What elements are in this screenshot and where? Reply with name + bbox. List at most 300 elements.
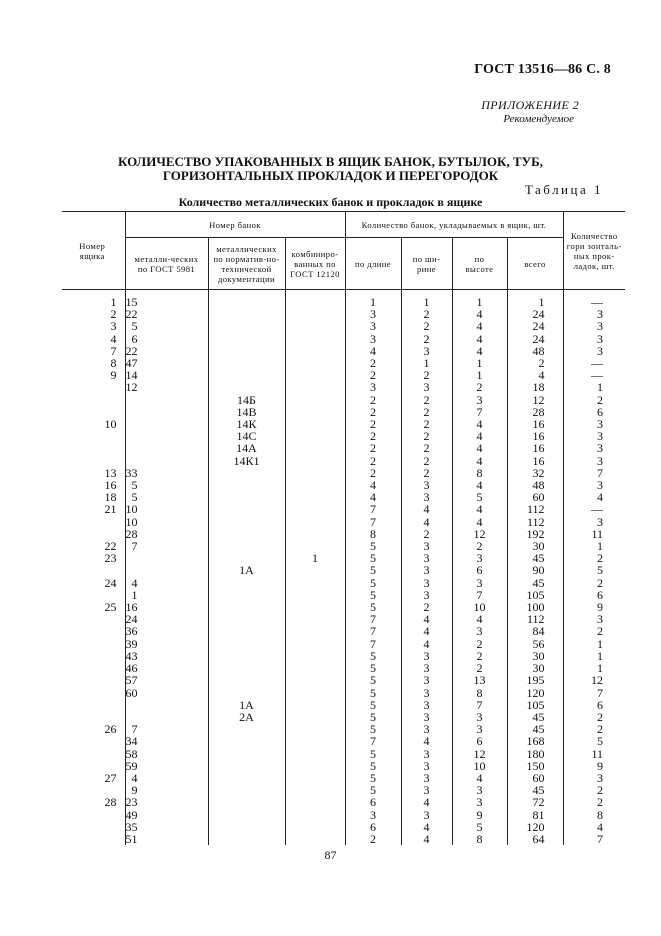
table-row bbox=[62, 455, 625, 467]
cell-by-height: 2 bbox=[452, 650, 507, 662]
cell-total: 45 bbox=[507, 784, 563, 796]
table-row bbox=[62, 796, 625, 808]
cell-total: 168 bbox=[507, 735, 563, 747]
cell-metal-gost: 22 bbox=[125, 308, 208, 320]
cell-by-width: 3 bbox=[401, 809, 452, 821]
table-row bbox=[62, 394, 625, 406]
cell-horizontal: 2 bbox=[563, 711, 625, 723]
cell-by-height: 2 bbox=[452, 381, 507, 393]
cell-by-width: 2 bbox=[401, 369, 452, 381]
cell-by-height: 6 bbox=[452, 735, 507, 747]
header-by-height: по высоте bbox=[452, 238, 507, 290]
table-title: Количество металлических банок и прокладок в ящике bbox=[178, 195, 483, 209]
cell-horizontal: 1 bbox=[563, 381, 625, 393]
cell-metal-gost: 14 bbox=[125, 369, 208, 381]
cell-box-number: 27 bbox=[104, 770, 117, 785]
cell-combined bbox=[285, 430, 345, 442]
cell-metal-gost: 58 bbox=[125, 748, 208, 760]
cell-combined bbox=[285, 516, 345, 528]
cell-metal-ntd bbox=[208, 821, 285, 833]
cell-by-width: 3 bbox=[401, 748, 452, 760]
header-total: всего bbox=[507, 238, 563, 290]
cell-by-height: 8 bbox=[452, 687, 507, 699]
cell-total: 30 bbox=[507, 662, 563, 674]
cell-metal-ntd bbox=[208, 748, 285, 760]
table-row bbox=[62, 748, 625, 760]
cell-box-number: 10 bbox=[104, 417, 117, 432]
cell-by-height: 5 bbox=[452, 821, 507, 833]
cell-metal-ntd: 14С bbox=[208, 430, 285, 442]
cell-by-width: 3 bbox=[401, 650, 452, 662]
cell-by-width: 4 bbox=[401, 516, 452, 528]
cell-by-width: 4 bbox=[401, 638, 452, 650]
header-box-number: Номер ящика bbox=[62, 212, 125, 290]
cell-total: 48 bbox=[507, 345, 563, 357]
cell-box-number bbox=[62, 674, 125, 686]
cell-box-number bbox=[62, 381, 125, 393]
cell-metal-ntd bbox=[208, 625, 285, 637]
cell-by-height: 4 bbox=[452, 479, 507, 491]
cell-by-length: 5 bbox=[345, 748, 401, 760]
cell-by-length: 8 bbox=[345, 528, 401, 540]
cell-horizontal: 4 bbox=[563, 821, 625, 833]
cell-by-length: 2 bbox=[345, 418, 401, 430]
cell-metal-ntd bbox=[208, 760, 285, 772]
cell-by-length: 2 bbox=[345, 833, 401, 845]
cell-metal-ntd bbox=[208, 333, 285, 345]
document-title bbox=[0, 155, 661, 183]
cell-by-height: 3 bbox=[452, 784, 507, 796]
cell-by-height: 3 bbox=[452, 552, 507, 564]
cell-by-width: 2 bbox=[401, 333, 452, 345]
cell-metal-gost bbox=[125, 699, 208, 711]
cell-by-length: 2 bbox=[345, 406, 401, 418]
table-row bbox=[62, 735, 625, 747]
cell-box-number: 18 bbox=[104, 490, 117, 505]
title-line-2: ГОРИЗОНТАЛЬНЫХ ПРОКЛАДОК И ПЕРЕГОРОДОК bbox=[162, 168, 499, 183]
cell-by-height: 4 bbox=[452, 516, 507, 528]
cell-by-width: 3 bbox=[401, 491, 452, 503]
header-qty-group: Количество банок, укладываемых в ящик, шт. bbox=[345, 212, 563, 238]
cell-by-length: 4 bbox=[345, 345, 401, 357]
cell-by-height: 10 bbox=[452, 601, 507, 613]
cell-by-length: 5 bbox=[345, 601, 401, 613]
cell-metal-gost: 24 bbox=[125, 613, 208, 625]
cell-by-length: 5 bbox=[345, 674, 401, 686]
header-by-width: по ши-рине bbox=[401, 238, 452, 290]
cell-metal-ntd bbox=[208, 735, 285, 747]
cell-metal-gost bbox=[125, 442, 208, 454]
cell-metal-gost: 49 bbox=[125, 809, 208, 821]
cell-metal-gost: 5 bbox=[125, 479, 208, 491]
cell-combined bbox=[285, 320, 345, 332]
cell-metal-ntd bbox=[208, 528, 285, 540]
cell-by-length: 7 bbox=[345, 613, 401, 625]
cell-total: 72 bbox=[507, 796, 563, 808]
cell-metal-ntd: 14В bbox=[208, 406, 285, 418]
cell-by-height: 1 bbox=[452, 357, 507, 369]
cell-by-width: 3 bbox=[401, 345, 452, 357]
cell-box-number: 22 bbox=[104, 539, 117, 554]
cell-by-width: 2 bbox=[401, 601, 452, 613]
cell-total: 16 bbox=[507, 455, 563, 467]
cell-by-width: 3 bbox=[401, 552, 452, 564]
cell-combined bbox=[285, 467, 345, 479]
cell-by-length: 7 bbox=[345, 516, 401, 528]
cell-horizontal: 1 bbox=[563, 662, 625, 674]
cell-box-number bbox=[62, 564, 125, 576]
cell-total: 105 bbox=[507, 589, 563, 601]
cell-total: 150 bbox=[507, 760, 563, 772]
cell-metal-ntd bbox=[208, 540, 285, 552]
cell-metal-gost: 51 bbox=[125, 833, 208, 845]
cell-combined bbox=[285, 381, 345, 393]
cell-combined bbox=[285, 687, 345, 699]
table-number-label: Таблица 1 bbox=[524, 182, 603, 197]
cell-by-width: 2 bbox=[401, 455, 452, 467]
cell-by-height: 2 bbox=[452, 662, 507, 674]
cell-horizontal: 2 bbox=[563, 552, 625, 564]
cell-by-width: 3 bbox=[401, 577, 452, 589]
cell-box-number: 2 bbox=[110, 307, 117, 322]
cell-by-height: 3 bbox=[452, 711, 507, 723]
table-row bbox=[62, 442, 625, 454]
cell-by-length: 3 bbox=[345, 320, 401, 332]
cell-box-number: 26 bbox=[104, 722, 117, 737]
cell-combined bbox=[285, 625, 345, 637]
cell-box-number: 13 bbox=[104, 465, 117, 480]
cell-metal-gost: 4 bbox=[125, 772, 208, 784]
cell-metal-gost: 43 bbox=[125, 650, 208, 662]
page-number: 87 bbox=[324, 848, 337, 862]
cell-total: 195 bbox=[507, 674, 563, 686]
cans-table bbox=[62, 211, 625, 845]
cell-metal-gost: 5 bbox=[125, 491, 208, 503]
cell-total: 30 bbox=[507, 540, 563, 552]
cell-by-length: 3 bbox=[345, 333, 401, 345]
cell-metal-ntd bbox=[208, 296, 285, 308]
cell-horizontal: — bbox=[563, 357, 625, 369]
cell-metal-ntd bbox=[208, 467, 285, 479]
cell-metal-ntd bbox=[208, 357, 285, 369]
cell-combined bbox=[285, 796, 345, 808]
cell-metal-ntd: 14К bbox=[208, 418, 285, 430]
cell-by-width: 3 bbox=[401, 711, 452, 723]
cell-horizontal: — bbox=[563, 296, 625, 308]
table-row bbox=[62, 674, 625, 686]
cell-by-height: 7 bbox=[452, 589, 507, 601]
cell-metal-gost bbox=[125, 552, 208, 564]
cell-box-number: 21 bbox=[104, 502, 117, 517]
table-row bbox=[62, 833, 625, 845]
cell-by-length: 5 bbox=[345, 589, 401, 601]
cell-combined bbox=[285, 748, 345, 760]
cell-total: 112 bbox=[507, 613, 563, 625]
cell-metal-gost: 36 bbox=[125, 625, 208, 637]
cell-total: 4 bbox=[507, 369, 563, 381]
cell-metal-ntd bbox=[208, 772, 285, 784]
table-row bbox=[62, 809, 625, 821]
cell-by-length: 7 bbox=[345, 638, 401, 650]
cell-combined bbox=[285, 491, 345, 503]
table-body bbox=[62, 290, 625, 846]
cell-combined bbox=[285, 735, 345, 747]
header-metal-ntd: металлических по норматив-но-технической документации bbox=[208, 238, 285, 290]
cell-total: 24 bbox=[507, 320, 563, 332]
cell-by-width: 2 bbox=[401, 320, 452, 332]
cell-by-width: 1 bbox=[401, 296, 452, 308]
cell-box-number: 7 bbox=[110, 343, 117, 358]
cell-metal-ntd bbox=[208, 308, 285, 320]
cell-box-number bbox=[62, 394, 125, 406]
cell-metal-ntd: 2А bbox=[208, 711, 285, 723]
cell-by-length: 7 bbox=[345, 625, 401, 637]
cell-by-length: 2 bbox=[345, 455, 401, 467]
cell-box-number bbox=[62, 748, 125, 760]
cell-combined bbox=[285, 674, 345, 686]
cell-metal-ntd bbox=[208, 479, 285, 491]
cell-by-width: 2 bbox=[401, 308, 452, 320]
cell-by-length: 3 bbox=[345, 308, 401, 320]
cell-box-number: 9 bbox=[110, 368, 117, 383]
cell-combined bbox=[285, 784, 345, 796]
cell-combined bbox=[285, 613, 345, 625]
cell-box-number: 3 bbox=[110, 319, 117, 334]
cell-total: 112 bbox=[507, 503, 563, 515]
table-row bbox=[62, 381, 625, 393]
cell-horizontal: 5 bbox=[563, 564, 625, 576]
cell-box-number bbox=[62, 516, 125, 528]
cell-horizontal: 1 bbox=[563, 650, 625, 662]
cell-by-width: 3 bbox=[401, 687, 452, 699]
cell-combined bbox=[285, 296, 345, 308]
cell-metal-gost: 47 bbox=[125, 357, 208, 369]
cell-by-length: 4 bbox=[345, 491, 401, 503]
cell-by-height: 9 bbox=[452, 809, 507, 821]
cell-horizontal: 4 bbox=[563, 491, 625, 503]
cell-by-height: 6 bbox=[452, 564, 507, 576]
cell-by-length: 3 bbox=[345, 809, 401, 821]
cell-by-height: 1 bbox=[452, 296, 507, 308]
cell-box-number bbox=[62, 662, 125, 674]
cell-total: 45 bbox=[507, 711, 563, 723]
cell-by-length: 5 bbox=[345, 772, 401, 784]
cell-metal-gost bbox=[125, 455, 208, 467]
cell-metal-gost: 16 bbox=[125, 601, 208, 613]
cell-box-number bbox=[62, 430, 125, 442]
header-by-length: по длине bbox=[345, 238, 401, 290]
cell-by-length: 2 bbox=[345, 442, 401, 454]
cell-metal-gost: 28 bbox=[125, 528, 208, 540]
cell-by-length: 6 bbox=[345, 796, 401, 808]
cell-by-height: 8 bbox=[452, 467, 507, 479]
cell-by-length: 5 bbox=[345, 760, 401, 772]
cell-metal-gost: 33 bbox=[125, 467, 208, 479]
cell-by-length: 5 bbox=[345, 577, 401, 589]
cell-by-length: 5 bbox=[345, 564, 401, 576]
cell-by-length: 5 bbox=[345, 687, 401, 699]
cell-metal-gost: 15 bbox=[125, 296, 208, 308]
cell-horizontal: 2 bbox=[563, 723, 625, 735]
cell-by-width: 3 bbox=[401, 674, 452, 686]
cell-by-width: 2 bbox=[401, 406, 452, 418]
cell-total: 90 bbox=[507, 564, 563, 576]
cell-horizontal: 3 bbox=[563, 308, 625, 320]
cell-by-width: 3 bbox=[401, 381, 452, 393]
cell-by-width: 1 bbox=[401, 357, 452, 369]
cell-metal-ntd bbox=[208, 601, 285, 613]
cell-total: 28 bbox=[507, 406, 563, 418]
cell-box-number: 8 bbox=[110, 356, 117, 371]
cell-total: 105 bbox=[507, 699, 563, 711]
cell-combined bbox=[285, 760, 345, 772]
cell-horizontal: 7 bbox=[563, 467, 625, 479]
cell-by-length: 5 bbox=[345, 662, 401, 674]
cell-horizontal: 3 bbox=[563, 320, 625, 332]
cell-metal-gost: 57 bbox=[125, 674, 208, 686]
cell-by-length: 2 bbox=[345, 369, 401, 381]
cell-total: 180 bbox=[507, 748, 563, 760]
cell-box-number bbox=[62, 699, 125, 711]
cell-by-height: 4 bbox=[452, 442, 507, 454]
cell-by-height: 4 bbox=[452, 430, 507, 442]
cell-box-number: 16 bbox=[104, 478, 117, 493]
cell-by-width: 4 bbox=[401, 796, 452, 808]
cell-total: 100 bbox=[507, 601, 563, 613]
cell-by-length: 2 bbox=[345, 467, 401, 479]
cell-combined bbox=[285, 699, 345, 711]
cell-combined bbox=[285, 711, 345, 723]
cell-horizontal: 3 bbox=[563, 772, 625, 784]
header-horizontal: Количество гори зонталь-ных прок-ладок, шт. bbox=[563, 212, 625, 290]
cell-combined bbox=[285, 650, 345, 662]
cell-horizontal: 2 bbox=[563, 577, 625, 589]
cell-metal-ntd bbox=[208, 320, 285, 332]
cell-combined bbox=[285, 564, 345, 576]
table-row bbox=[62, 625, 625, 637]
cell-by-height: 4 bbox=[452, 772, 507, 784]
cell-horizontal: 11 bbox=[563, 528, 625, 540]
cell-metal-gost bbox=[125, 418, 208, 430]
cell-horizontal: 3 bbox=[563, 418, 625, 430]
header-metal-gost: металли-ческих по ГОСТ 5981 bbox=[125, 238, 208, 290]
table-row bbox=[62, 564, 625, 576]
cell-box-number bbox=[62, 613, 125, 625]
cell-metal-ntd bbox=[208, 796, 285, 808]
cell-by-width: 4 bbox=[401, 613, 452, 625]
cell-combined bbox=[285, 333, 345, 345]
cell-combined bbox=[285, 821, 345, 833]
cell-metal-ntd bbox=[208, 577, 285, 589]
cell-by-width: 3 bbox=[401, 784, 452, 796]
cell-horizontal: 9 bbox=[563, 601, 625, 613]
cell-metal-ntd bbox=[208, 503, 285, 515]
cell-by-height: 12 bbox=[452, 528, 507, 540]
cell-metal-gost: 10 bbox=[125, 516, 208, 528]
cell-metal-gost: 4 bbox=[125, 577, 208, 589]
cell-by-height: 3 bbox=[452, 394, 507, 406]
cell-metal-ntd: 14Б bbox=[208, 394, 285, 406]
cell-metal-ntd bbox=[208, 345, 285, 357]
cell-by-length: 7 bbox=[345, 503, 401, 515]
cell-horizontal: 2 bbox=[563, 625, 625, 637]
cell-by-height: 13 bbox=[452, 674, 507, 686]
cell-by-length: 5 bbox=[345, 650, 401, 662]
cell-total: 48 bbox=[507, 479, 563, 491]
cell-by-length: 2 bbox=[345, 430, 401, 442]
cell-by-height: 10 bbox=[452, 760, 507, 772]
cell-combined bbox=[285, 442, 345, 454]
cell-horizontal: 11 bbox=[563, 748, 625, 760]
cell-total: 16 bbox=[507, 418, 563, 430]
cell-horizontal: 6 bbox=[563, 406, 625, 418]
appendix-status: Рекомендуемое bbox=[503, 113, 574, 125]
standard-header: ГОСТ 13516—86 С. 8 bbox=[474, 62, 611, 77]
cell-by-width: 2 bbox=[401, 442, 452, 454]
cell-total: 12 bbox=[507, 394, 563, 406]
cell-horizontal: 3 bbox=[563, 516, 625, 528]
cell-metal-ntd bbox=[208, 613, 285, 625]
cell-combined bbox=[285, 369, 345, 381]
cell-by-height: 2 bbox=[452, 540, 507, 552]
cell-total: 32 bbox=[507, 467, 563, 479]
cell-metal-ntd bbox=[208, 809, 285, 821]
cell-horizontal: 7 bbox=[563, 833, 625, 845]
cell-metal-gost: 1 bbox=[125, 589, 208, 601]
cell-by-width: 3 bbox=[401, 699, 452, 711]
cell-metal-gost: 10 bbox=[125, 503, 208, 515]
cell-by-length: 5 bbox=[345, 552, 401, 564]
cell-by-length: 5 bbox=[345, 711, 401, 723]
cell-combined bbox=[285, 662, 345, 674]
table-row bbox=[62, 687, 625, 699]
cell-by-length: 2 bbox=[345, 394, 401, 406]
cell-by-width: 3 bbox=[401, 479, 452, 491]
cell-by-height: 7 bbox=[452, 699, 507, 711]
cell-by-height: 5 bbox=[452, 491, 507, 503]
cell-total: 16 bbox=[507, 442, 563, 454]
cell-by-width: 2 bbox=[401, 394, 452, 406]
cell-by-length: 5 bbox=[345, 699, 401, 711]
cell-metal-ntd bbox=[208, 784, 285, 796]
cell-box-number bbox=[62, 442, 125, 454]
cell-total: 64 bbox=[507, 833, 563, 845]
table-row bbox=[62, 333, 625, 345]
cell-horizontal: 2 bbox=[563, 394, 625, 406]
cell-horizontal: 6 bbox=[563, 589, 625, 601]
cell-metal-gost: 7 bbox=[125, 723, 208, 735]
cell-by-width: 2 bbox=[401, 528, 452, 540]
cell-by-height: 4 bbox=[452, 333, 507, 345]
cell-horizontal: — bbox=[563, 369, 625, 381]
cell-combined bbox=[285, 723, 345, 735]
cell-metal-ntd bbox=[208, 638, 285, 650]
cell-horizontal: 2 bbox=[563, 784, 625, 796]
cell-by-height: 8 bbox=[452, 833, 507, 845]
cell-total: 120 bbox=[507, 821, 563, 833]
cell-metal-gost: 22 bbox=[125, 345, 208, 357]
cell-combined bbox=[285, 528, 345, 540]
cell-total: 120 bbox=[507, 687, 563, 699]
cell-metal-ntd bbox=[208, 674, 285, 686]
cell-by-height: 4 bbox=[452, 418, 507, 430]
cell-metal-gost: 46 bbox=[125, 662, 208, 674]
cell-by-height: 4 bbox=[452, 308, 507, 320]
cell-by-width: 4 bbox=[401, 503, 452, 515]
cell-by-width: 4 bbox=[401, 821, 452, 833]
cell-by-length: 5 bbox=[345, 540, 401, 552]
cell-by-length: 7 bbox=[345, 735, 401, 747]
